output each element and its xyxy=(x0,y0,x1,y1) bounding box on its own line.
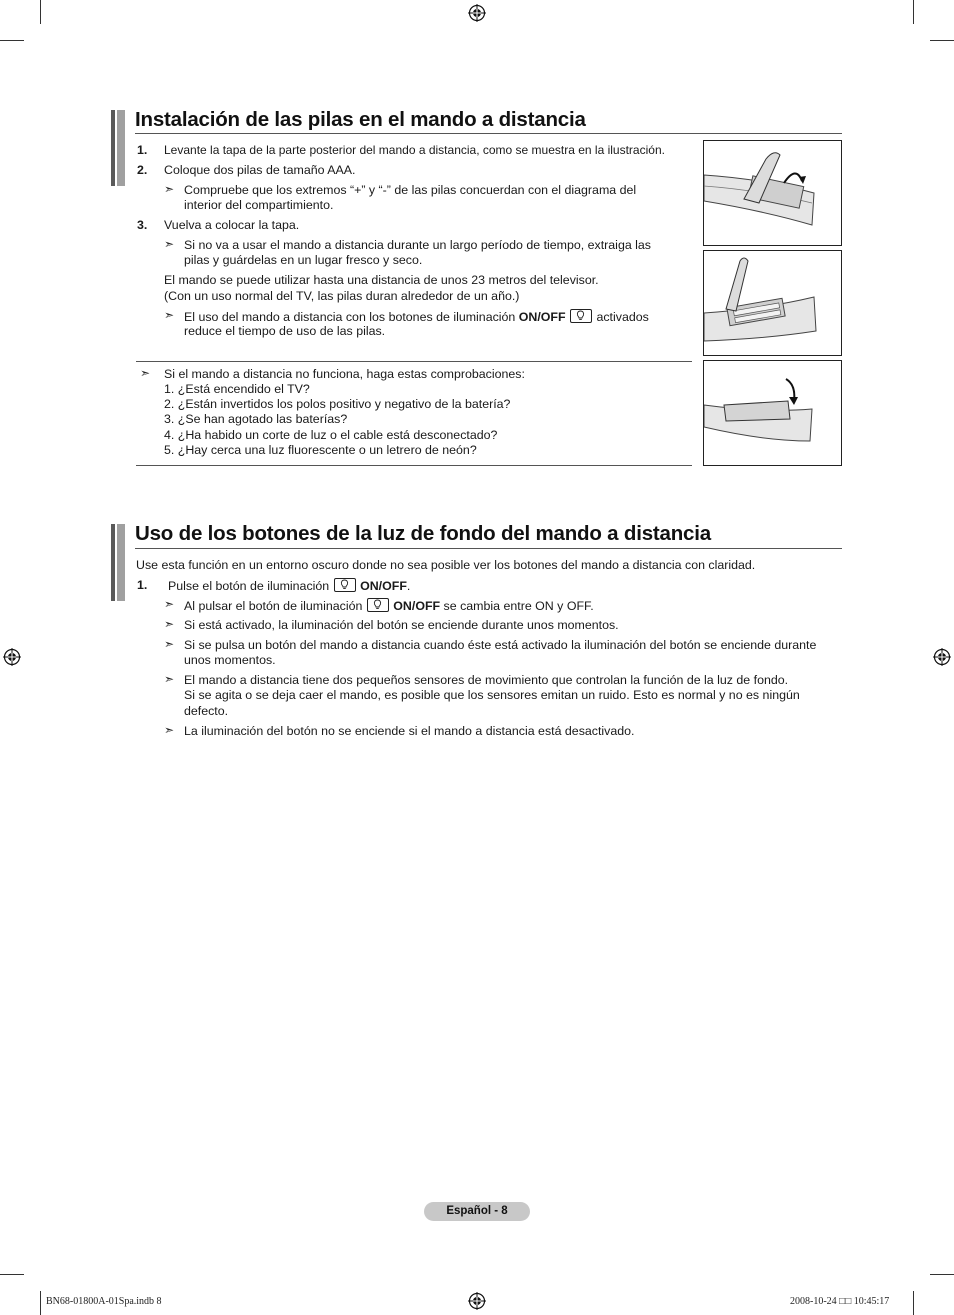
note-text: interior del compartimiento. xyxy=(184,198,334,212)
trouble-intro: Si el mando a distancia no funciona, haga estas comprobaciones: xyxy=(164,367,525,381)
light-button-icon xyxy=(367,598,389,612)
note-arrow-icon: ➣ xyxy=(164,597,175,611)
divider xyxy=(136,361,692,362)
print-slug-left: BN68-01800A-01Spa.indb 8 xyxy=(46,1296,162,1307)
crop-mark xyxy=(930,1274,954,1275)
crop-mark xyxy=(0,40,24,41)
section-title-backlight: Uso de los botones de la luz de fondo del mando a distancia xyxy=(135,522,711,545)
note-text: Si se agita o se deja caer el mando, es posible que los sensores emitan un ruido. Esto es normal y no es ningún xyxy=(184,688,800,702)
note-arrow-icon: ➣ xyxy=(164,617,175,631)
step-number: 1. xyxy=(137,143,148,157)
note-text: Si se pulsa un botón del mando a distancia cuando éste está activado la iluminación del botón se enciende durante xyxy=(184,638,817,652)
section-rule xyxy=(135,548,842,549)
range-text: El mando se puede utilizar hasta una distancia de unos 23 metros del televisor. xyxy=(164,273,599,287)
registration-mark-icon xyxy=(3,648,21,666)
note-text: reduce el tiempo de uso de las pilas. xyxy=(184,324,386,338)
section-rule xyxy=(135,133,842,134)
trouble-item: 5. ¿Hay cerca una luz fluorescente o un letrero de neón? xyxy=(164,443,477,457)
note-arrow-icon: ➣ xyxy=(164,723,175,737)
section-bar xyxy=(111,110,125,186)
step-text: Vuelva a colocar la tapa. xyxy=(164,218,300,232)
step-text: Coloque dos pilas de tamaño AAA. xyxy=(164,163,356,177)
registration-mark-icon xyxy=(933,648,951,666)
note-text: defecto. xyxy=(184,704,229,718)
section-bar xyxy=(111,524,125,601)
onoff-label: ON/OFF xyxy=(518,310,566,324)
section-title-battery: Instalación de las pilas en el mando a distancia xyxy=(135,108,586,131)
trouble-item: 1. ¿Está encendido el TV? xyxy=(164,382,310,396)
note-text: Si está activado, la iluminación del botón se enciende durante unos momentos. xyxy=(184,618,619,632)
intro-text: Use esta función en un entorno oscuro donde no sea posible ver los botones del mando a distancia con claridad. xyxy=(136,558,756,572)
light-button-icon xyxy=(570,309,592,323)
trouble-item: 4. ¿Ha habido un corte de luz o el cable está desconectado? xyxy=(164,428,498,442)
note-text: unos momentos. xyxy=(184,653,276,667)
divider xyxy=(136,465,692,466)
trouble-item: 3. ¿Se han agotado las baterías? xyxy=(164,412,348,426)
note-text-pre: Al pulsar el botón de iluminación xyxy=(184,599,366,613)
step-text-pre: Pulse el botón de iluminación xyxy=(168,579,333,593)
note-arrow-icon: ➣ xyxy=(164,237,175,251)
range-text: (Con un uso normal del TV, las pilas duran alrededor de un año.) xyxy=(164,289,520,303)
note-text: Si no va a usar el mando a distancia durante un largo período de tiempo, extraiga las xyxy=(184,238,652,252)
note-arrow-icon: ➣ xyxy=(164,637,175,651)
onoff-label: ON/OFF xyxy=(393,599,441,613)
step-number: 3. xyxy=(137,218,148,232)
step-text xyxy=(168,578,410,595)
remote-illustration-close-cover xyxy=(703,360,842,466)
note-text: pilas y guárdelas en un lugar fresco y seco. xyxy=(184,253,423,267)
print-slug-right: 2008-10-24 □□ 10:45:17 xyxy=(790,1296,890,1307)
note-arrow-icon: ➣ xyxy=(164,308,175,322)
light-button-icon xyxy=(334,578,356,592)
note-text-pre: El uso del mando a distancia con los botones de iluminación xyxy=(184,310,519,324)
crop-mark xyxy=(913,0,914,24)
registration-mark-icon xyxy=(468,4,486,22)
note-text-post: activados xyxy=(593,310,649,324)
note-arrow-icon: ➣ xyxy=(164,182,175,196)
page-number-badge: Español - 8 xyxy=(424,1202,530,1221)
crop-mark xyxy=(913,1291,914,1315)
step-number: 1. xyxy=(137,578,148,592)
crop-mark xyxy=(0,1274,24,1275)
crop-mark xyxy=(40,0,41,24)
note-text: Compruebe que los extremos “+” y “-” de las pilas concuerdan con el diagrama del xyxy=(184,183,637,197)
registration-mark-icon xyxy=(468,1292,486,1310)
note-arrow-icon: ➣ xyxy=(164,672,175,686)
step-text: Levante la tapa de la parte posterior del mando a distancia, como se muestra en la ilustración. xyxy=(164,143,665,157)
note-text-post: se cambia entre ON y OFF. xyxy=(440,599,594,613)
step-number: 2. xyxy=(137,163,148,177)
trouble-item: 2. ¿Están invertidos los polos positivo y negativo de la batería? xyxy=(164,397,511,411)
remote-illustration-batteries xyxy=(703,250,842,356)
step-text-post: . xyxy=(406,579,411,593)
remote-illustration-open-cover xyxy=(703,140,842,246)
crop-mark xyxy=(40,1291,41,1315)
crop-mark xyxy=(930,40,954,41)
onoff-label: ON/OFF xyxy=(360,579,407,593)
note-arrow-icon: ➣ xyxy=(140,366,151,380)
note-text xyxy=(184,598,594,615)
note-text: La iluminación del botón no se enciende si el mando a distancia está desactivado. xyxy=(184,724,635,738)
note-text: El mando a distancia tiene dos pequeños sensores de movimiento que controlan la función de la luz de fondo. xyxy=(184,673,789,687)
